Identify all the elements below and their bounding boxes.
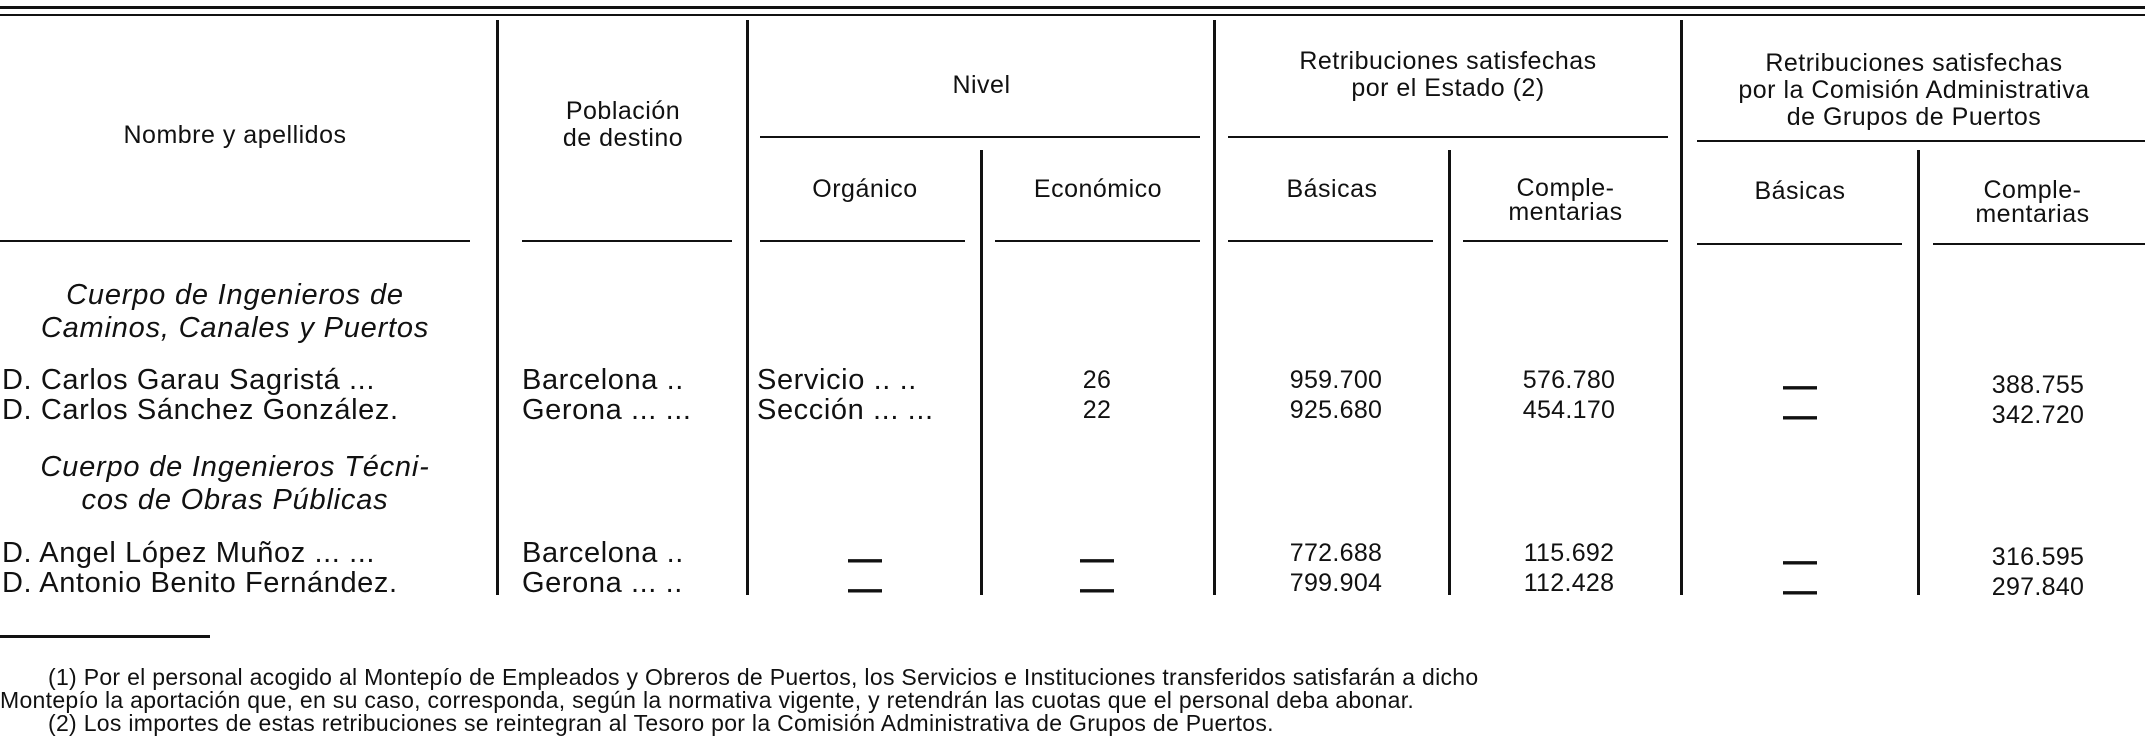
cell-comision-basicas: —	[1783, 572, 1817, 610]
cell-economico: 22	[1082, 396, 1112, 424]
cell-economico: —	[1080, 570, 1114, 608]
cell-poblacion: Barcelona ..	[522, 364, 684, 396]
comision-underline	[1697, 140, 2145, 142]
cell-comision-basicas: —	[1783, 367, 1817, 405]
cell-poblacion: Gerona ... ..	[522, 567, 683, 599]
top-rule-1	[0, 6, 2145, 9]
section-title	[0, 451, 470, 517]
cell-estado-comp: 112.428	[1523, 569, 1615, 597]
footnote-2: (2) Los importes de estas retribuciones se reintegran al Tesoro por la Comisión Administrativa de Grupos de Puertos.	[48, 710, 1274, 736]
comision-comp-header-underline	[1933, 243, 2145, 245]
cell-comision-basicas: —	[1783, 542, 1817, 580]
header-estado-complementarias	[1451, 176, 1680, 224]
header-comision-comp-line1: Comple-	[1983, 176, 2082, 204]
section-title-line2: Caminos, Canales y Puertos	[40, 312, 430, 344]
organico-header-underline	[760, 240, 965, 242]
header-comision	[1683, 50, 2145, 131]
cell-poblacion: Barcelona ..	[522, 537, 684, 569]
header-comision-comp-line2: mentarias	[1975, 200, 2090, 228]
cell-nombre: D. Carlos Sánchez González.	[2, 394, 399, 426]
cell-organico: —	[848, 540, 882, 578]
estado-comp-header-underline	[1463, 240, 1668, 242]
cell-economico: 26	[1082, 366, 1112, 394]
header-poblacion	[500, 98, 746, 152]
header-organico: Orgánico	[812, 175, 918, 203]
estado-basicas-header-underline	[1228, 240, 1433, 242]
estado-underline	[1228, 136, 1668, 138]
cell-organico: Sección ... ...	[757, 394, 934, 426]
header-economico: Económico	[1033, 175, 1163, 203]
section-title-line1: Cuerpo de Ingenieros Técni-	[40, 451, 430, 483]
header-poblacion-line1: Población	[565, 97, 681, 125]
cell-estado-basicas: 925.680	[1289, 396, 1383, 424]
header-estado-line1: Retribuciones satisfechas	[1299, 47, 1597, 75]
header-estado-comp-line1: Comple-	[1516, 174, 1615, 202]
cell-estado-basicas: 772.688	[1289, 539, 1383, 567]
cell-estado-comp: 576.780	[1522, 366, 1616, 394]
header-poblacion-line2: de destino	[562, 124, 684, 152]
section-title-line2: cos de Obras Públicas	[81, 484, 389, 516]
cell-poblacion: Gerona ... ...	[522, 394, 692, 426]
cell-comision-basicas: —	[1783, 397, 1817, 435]
section-title	[0, 279, 470, 345]
cell-estado-basicas: 959.700	[1289, 366, 1383, 394]
top-rule-2	[0, 14, 2145, 16]
cell-economico: —	[1080, 540, 1114, 578]
cell-estado-comp: 115.692	[1523, 539, 1615, 567]
header-comision-complementarias	[1920, 178, 2145, 226]
poblacion-header-underline	[522, 240, 732, 242]
cell-comision-comp: 342.720	[1991, 401, 2085, 429]
header-comision-line3: de Grupos de Puertos	[1786, 103, 2042, 131]
vsep-nombre	[496, 20, 499, 595]
cell-comision-comp: 316.595	[1991, 543, 2085, 571]
header-nombre: Nombre y apellidos	[123, 121, 347, 149]
cell-estado-basicas: 799.904	[1289, 569, 1383, 597]
header-estado-comp-line2: mentarias	[1508, 198, 1623, 226]
cell-organico: Servicio .. ..	[757, 364, 917, 396]
header-nivel: Nivel	[952, 71, 1011, 99]
footnote-1-line2: Montepío la aportación que, en su caso, corresponda, según la normativa vigente, y retendrán las cuotas que el personal deba abonar.	[0, 687, 1415, 713]
vsep-poblacion	[746, 20, 749, 595]
cell-nombre: D. Angel López Muñoz ... ...	[2, 537, 376, 569]
cell-organico: —	[848, 570, 882, 608]
cell-nombre: D. Carlos Garau Sagristá ...	[2, 364, 375, 396]
footnote-1-line1: (1) Por el personal acogido al Montepío de Empleados y Obreros de Puertos, los Servicios e Instituciones transferidos satisfarán a dicho	[48, 664, 1479, 690]
header-estado-basicas: Básicas	[1286, 175, 1378, 203]
nombre-header-underline	[0, 240, 470, 242]
header-comision-line1: Retribuciones satisfechas	[1765, 49, 2063, 77]
cell-comision-comp: 297.840	[1991, 573, 2085, 601]
header-estado-line2: por el Estado (2)	[1351, 74, 1545, 102]
header-comision-line2: por la Comisión Administrativa	[1738, 76, 2090, 104]
header-estado	[1216, 48, 1680, 102]
comision-basicas-header-underline	[1697, 243, 1902, 245]
vsep-nivel	[1213, 20, 1216, 595]
cell-estado-comp: 454.170	[1522, 396, 1616, 424]
cell-comision-comp: 388.755	[1991, 371, 2085, 399]
footnote-rule	[0, 635, 210, 638]
cell-nombre: D. Antonio Benito Fernández.	[2, 567, 398, 599]
nivel-underline	[760, 136, 1200, 138]
header-comision-basicas: Básicas	[1754, 177, 1846, 205]
section-title-line1: Cuerpo de Ingenieros de	[66, 279, 404, 311]
economico-header-underline	[995, 240, 1200, 242]
